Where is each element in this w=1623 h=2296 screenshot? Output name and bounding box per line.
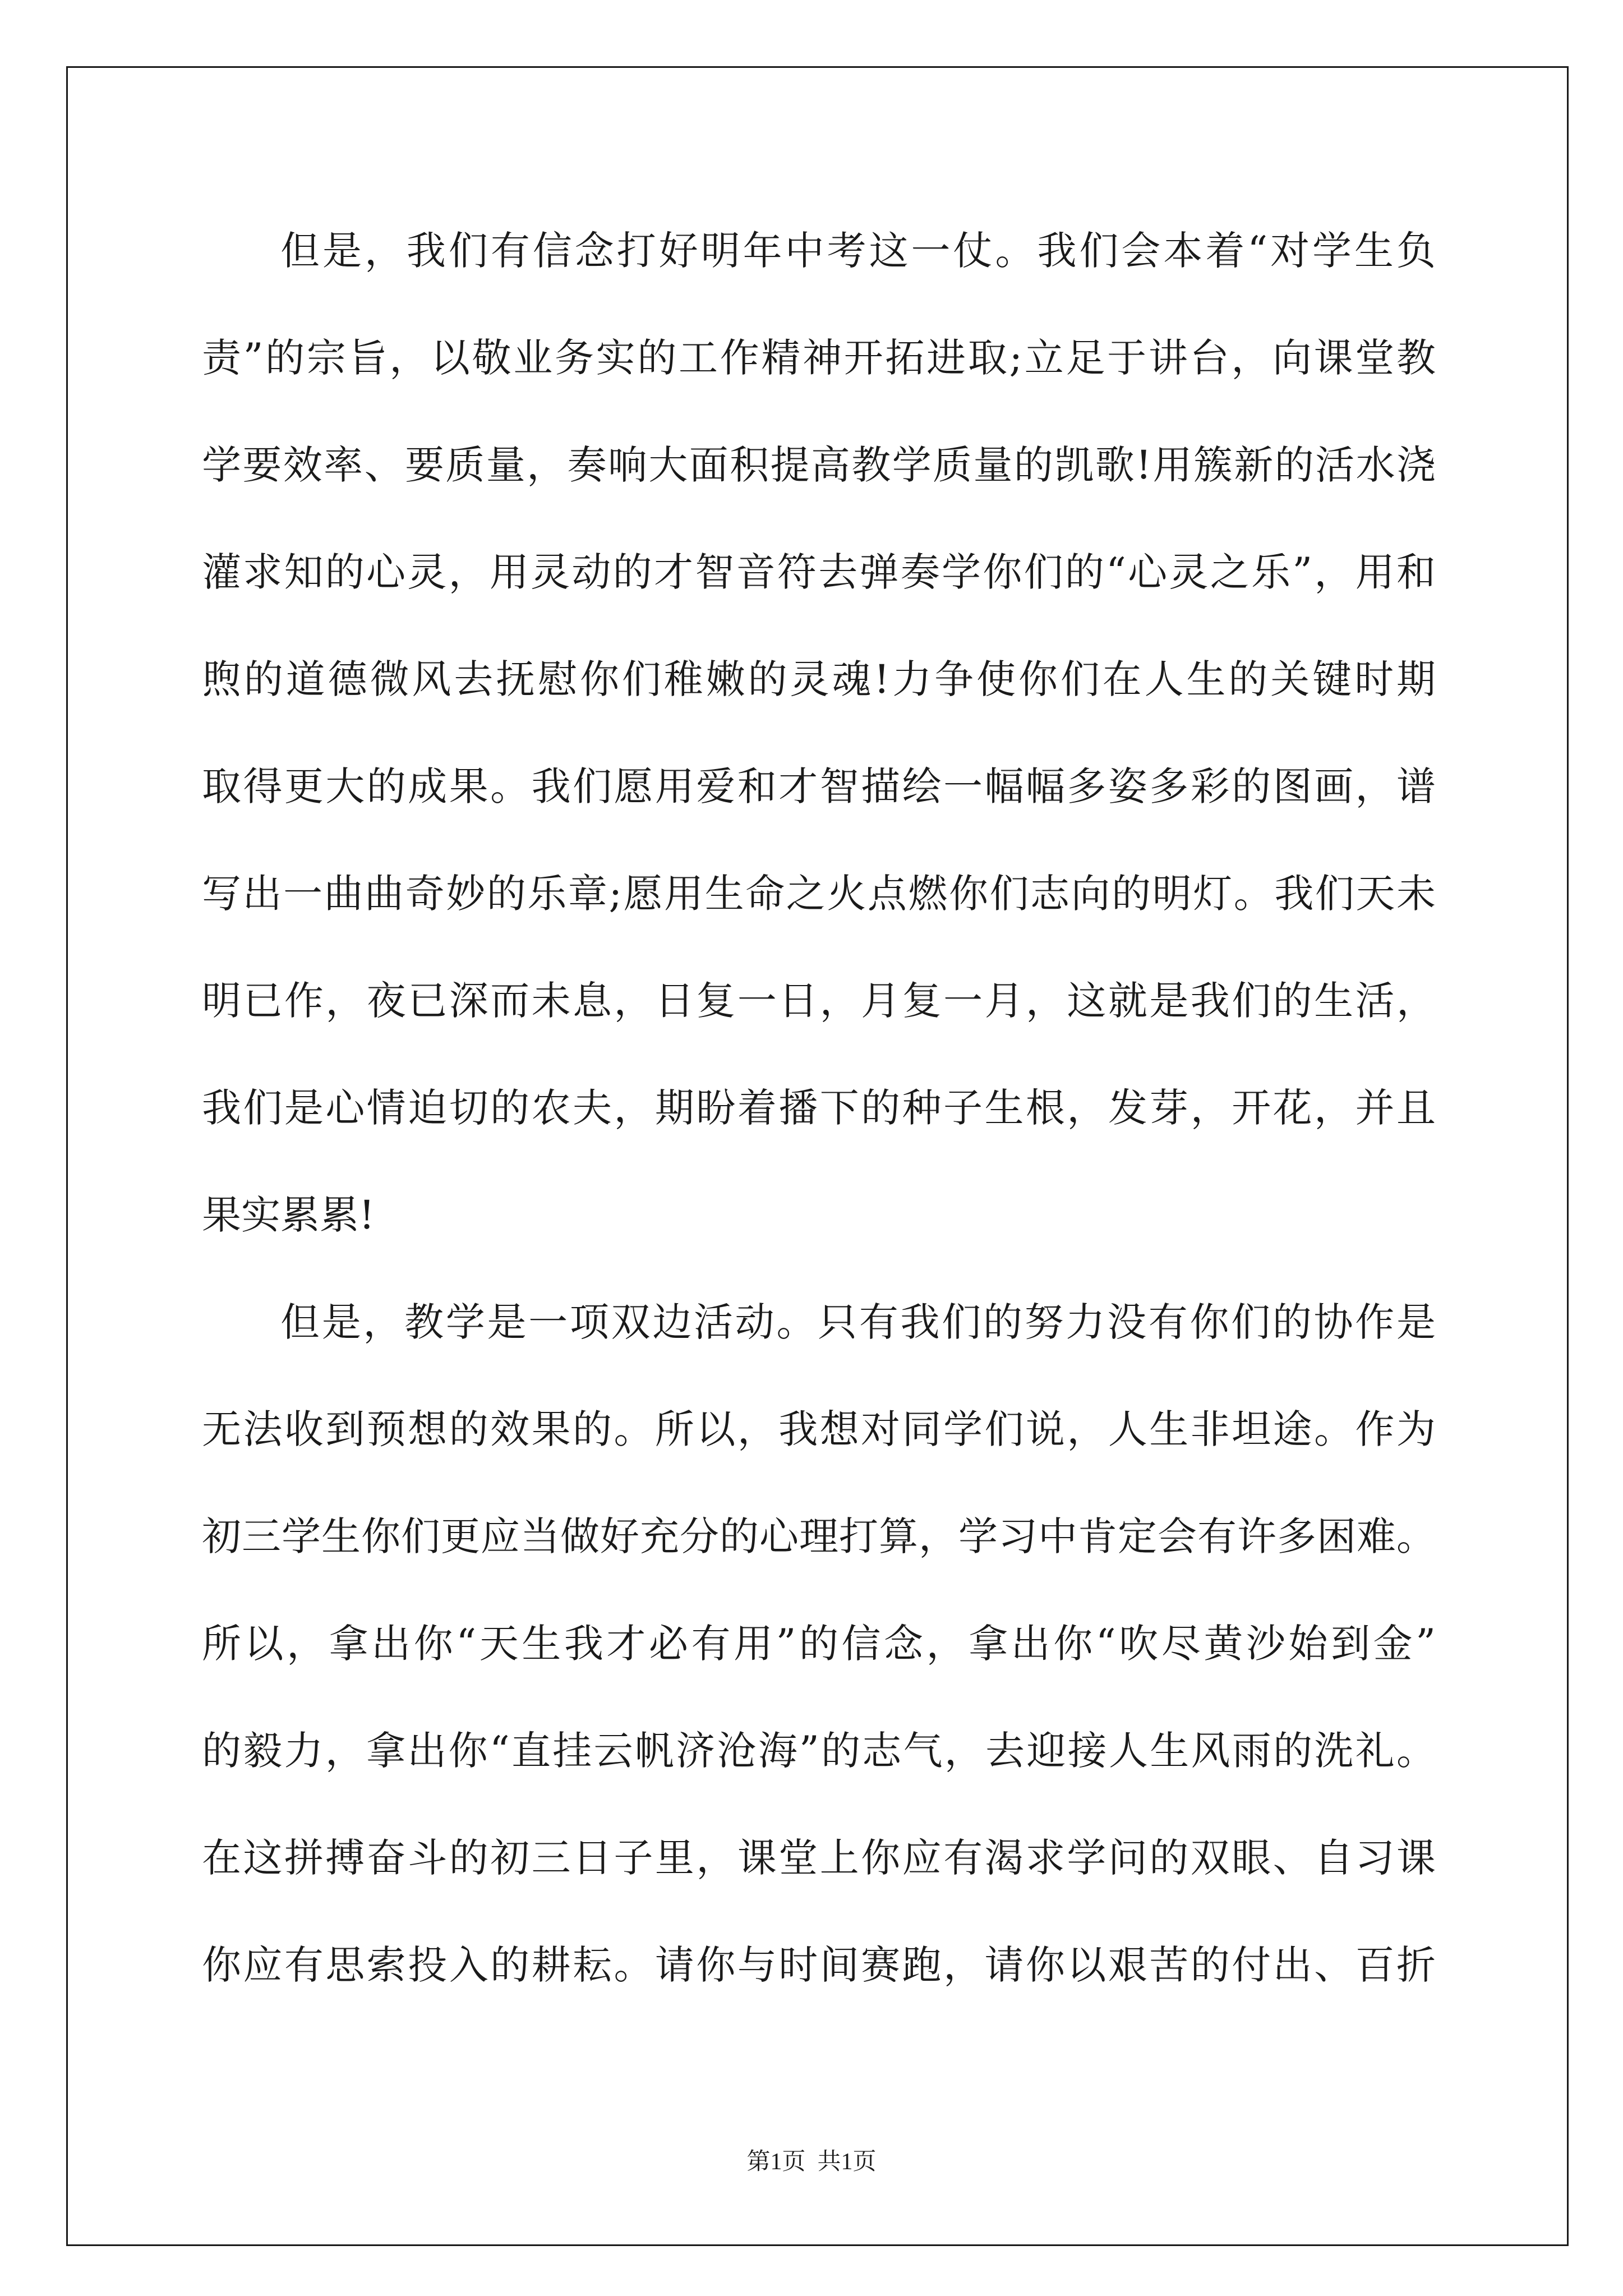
text-line: 初三学生你们更应当做好充分的心理打算，学习中肯定会有许多困难。 [202, 1513, 1436, 1559]
text-line: 无法收到预想的效果的。所以，我想对同学们说，人生非坦途。作为 [202, 1406, 1436, 1452]
text-line: 但是，我们有信念打好明年中考这一仗。我们会本着“对学生负 [280, 228, 1436, 274]
text-line: 煦的道德微风去抚慰你们稚嫩的灵魂!力争使你们在人生的关键时期 [202, 656, 1436, 702]
text-line: 的毅力，拿出你“直挂云帆济沧海”的志气，去迎接人生风雨的洗礼。 [202, 1728, 1436, 1774]
text-line: 写出一曲曲奇妙的乐章;愿用生命之火点燃你们志向的明灯。我们天未 [202, 871, 1436, 917]
page-footer: 第1页 共1页 [746, 2149, 877, 2175]
text-line: 但是，教学是一项双边活动。只有我们的努力没有你们的协作是 [280, 1299, 1436, 1345]
text-line: 取得更大的成果。我们愿用爱和才智描绘一幅幅多姿多彩的图画，谱 [202, 763, 1436, 809]
text-line: 所以，拿出你“天生我才必有用”的信念，拿出你“吹尽黄沙始到金” [202, 1621, 1436, 1667]
paragraph-2 [202, 1269, 1436, 2019]
text-line: 我们是心情迫切的农夫，期盼着播下的种子生根，发芽，开花，并且 [202, 1085, 1436, 1131]
text-line: 果实累累! [202, 1192, 375, 1238]
text-line: 责”的宗旨，以敬业务实的工作精神开拓进取;立足于讲台，向课堂教 [202, 335, 1436, 381]
document-body [202, 197, 1436, 2019]
text-line: 你应有思索投入的耕耘。请你与时间赛跑，请你以艰苦的付出、百折 [202, 1942, 1436, 1988]
text-line: 学要效率、要质量，奏响大面积提高教学质量的凯歌!用簇新的活水浇 [202, 442, 1436, 488]
text-line: 在这拼搏奋斗的初三日子里，课堂上你应有渴求学问的双眼、自习课 [202, 1835, 1436, 1881]
paragraph-1 [202, 197, 1436, 1269]
text-line: 灌求知的心灵，用灵动的才智音符去弹奏学你们的“心灵之乐”，用和 [202, 549, 1436, 595]
text-line: 明已作，夜已深而未息，日复一日，月复一月，这就是我们的生活， [202, 978, 1436, 1024]
